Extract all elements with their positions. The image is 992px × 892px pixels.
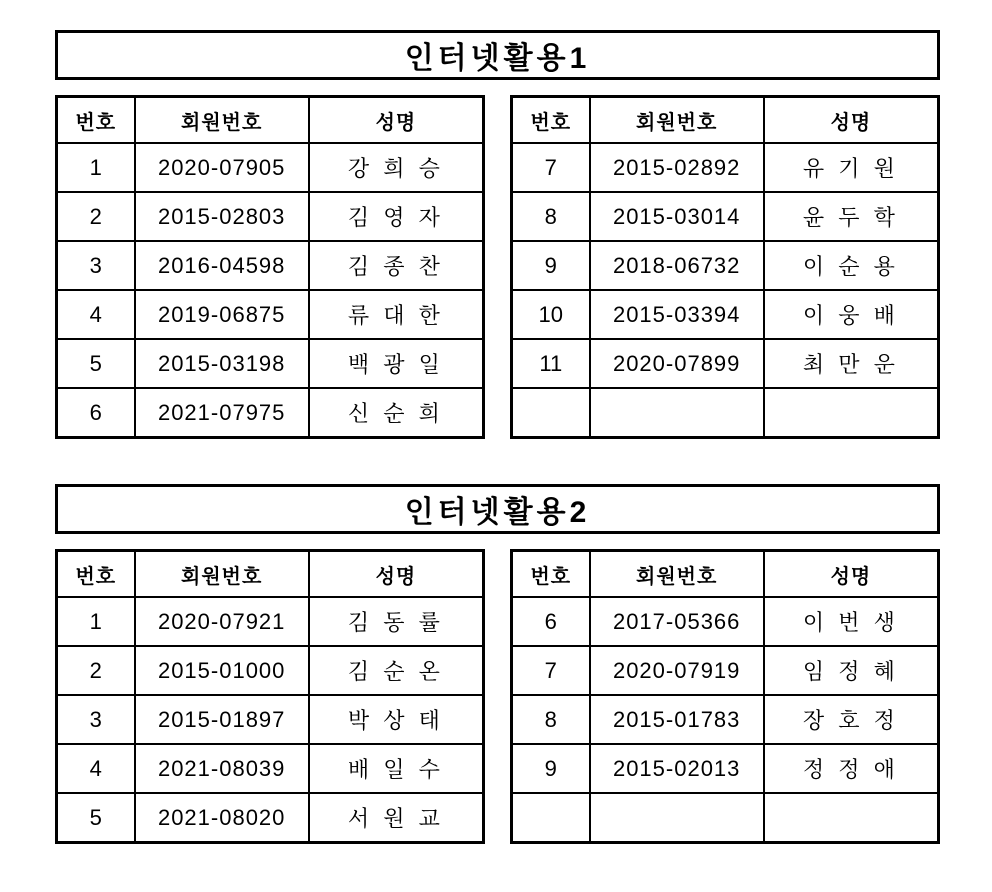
member-name-cell bbox=[764, 793, 939, 843]
member-id-cell: 2015-01897 bbox=[135, 695, 309, 744]
table-row bbox=[57, 143, 484, 192]
member-id-cell: 2017-05366 bbox=[590, 597, 764, 646]
member-id-cell: 2015-03198 bbox=[135, 339, 309, 388]
member-name-cell: 장 호 정 bbox=[764, 695, 939, 744]
table-row bbox=[512, 143, 939, 192]
row-number-cell: 4 bbox=[57, 744, 135, 793]
header-row bbox=[512, 551, 939, 598]
member-name-cell bbox=[764, 388, 939, 438]
table-row bbox=[512, 597, 939, 646]
table-row bbox=[512, 695, 939, 744]
member-id-cell bbox=[590, 388, 764, 438]
member-name-cell: 김 동 률 bbox=[309, 597, 484, 646]
member-name-cell: 박 상 태 bbox=[309, 695, 484, 744]
row-number-cell: 5 bbox=[57, 339, 135, 388]
member-name-cell: 유 기 원 bbox=[764, 143, 939, 192]
member-id-cell: 2021-08039 bbox=[135, 744, 309, 793]
column-header: 성명 bbox=[309, 551, 484, 598]
table-row bbox=[512, 290, 939, 339]
row-number-cell: 1 bbox=[57, 143, 135, 192]
row-number-cell bbox=[512, 793, 590, 843]
header-row bbox=[57, 97, 484, 144]
header-row bbox=[512, 97, 939, 144]
row-number-cell: 5 bbox=[57, 793, 135, 843]
table-row bbox=[57, 793, 484, 843]
member-id-cell: 2015-02803 bbox=[135, 192, 309, 241]
table-row bbox=[512, 793, 939, 843]
table-row bbox=[57, 290, 484, 339]
member-id-cell: 2020-07899 bbox=[590, 339, 764, 388]
table-row bbox=[57, 241, 484, 290]
member-name-cell: 이 웅 배 bbox=[764, 290, 939, 339]
column-header: 회원번호 bbox=[590, 551, 764, 598]
member-id-cell: 2015-02892 bbox=[590, 143, 764, 192]
row-number-cell: 1 bbox=[57, 597, 135, 646]
table-row bbox=[57, 646, 484, 695]
member-id-cell: 2018-06732 bbox=[590, 241, 764, 290]
section-title-box bbox=[55, 30, 940, 80]
member-id-cell: 2015-02013 bbox=[590, 744, 764, 793]
column-header: 성명 bbox=[764, 97, 939, 144]
member-name-cell: 윤 두 학 bbox=[764, 192, 939, 241]
member-name-cell: 백 광 일 bbox=[309, 339, 484, 388]
table-row bbox=[512, 241, 939, 290]
tables-row bbox=[55, 95, 940, 439]
row-number-cell: 4 bbox=[57, 290, 135, 339]
member-id-cell: 2021-07975 bbox=[135, 388, 309, 438]
row-number-cell: 7 bbox=[512, 143, 590, 192]
member-name-cell: 배 일 수 bbox=[309, 744, 484, 793]
row-number-cell: 10 bbox=[512, 290, 590, 339]
column-header: 회원번호 bbox=[590, 97, 764, 144]
table-row bbox=[57, 597, 484, 646]
member-name-cell: 강 희 승 bbox=[309, 143, 484, 192]
member-id-cell: 2020-07919 bbox=[590, 646, 764, 695]
member-name-cell: 신 순 희 bbox=[309, 388, 484, 438]
section-internet-usage-1 bbox=[55, 30, 940, 439]
table-row bbox=[57, 388, 484, 438]
header-row bbox=[57, 551, 484, 598]
section-title-box bbox=[55, 484, 940, 534]
member-id-cell: 2021-08020 bbox=[135, 793, 309, 843]
table-row bbox=[57, 695, 484, 744]
table-row bbox=[512, 339, 939, 388]
member-name-cell: 김 영 자 bbox=[309, 192, 484, 241]
column-header: 회원번호 bbox=[135, 97, 309, 144]
member-table-right bbox=[510, 95, 940, 439]
member-id-cell: 2015-01000 bbox=[135, 646, 309, 695]
member-name-cell: 정 정 애 bbox=[764, 744, 939, 793]
table-row bbox=[512, 744, 939, 793]
row-number-cell: 9 bbox=[512, 241, 590, 290]
row-number-cell: 3 bbox=[57, 695, 135, 744]
member-name-cell: 류 대 한 bbox=[309, 290, 484, 339]
table-row bbox=[57, 744, 484, 793]
column-header: 번호 bbox=[512, 97, 590, 144]
member-name-cell: 서 원 교 bbox=[309, 793, 484, 843]
table-row bbox=[512, 646, 939, 695]
member-id-cell: 2015-01783 bbox=[590, 695, 764, 744]
row-number-cell bbox=[512, 388, 590, 438]
row-number-cell: 2 bbox=[57, 192, 135, 241]
member-name-cell: 최 만 운 bbox=[764, 339, 939, 388]
row-number-cell: 11 bbox=[512, 339, 590, 388]
column-header: 번호 bbox=[57, 97, 135, 144]
member-id-cell: 2020-07921 bbox=[135, 597, 309, 646]
table-row bbox=[57, 192, 484, 241]
section-title: 인터넷활용1 bbox=[404, 42, 591, 75]
member-table-right bbox=[510, 549, 940, 844]
column-header: 성명 bbox=[764, 551, 939, 598]
member-id-cell: 2020-07905 bbox=[135, 143, 309, 192]
table-row bbox=[57, 339, 484, 388]
member-name-cell: 김 종 찬 bbox=[309, 241, 484, 290]
column-header: 회원번호 bbox=[135, 551, 309, 598]
row-number-cell: 9 bbox=[512, 744, 590, 793]
row-number-cell: 2 bbox=[57, 646, 135, 695]
member-name-cell: 이 번 생 bbox=[764, 597, 939, 646]
row-number-cell: 7 bbox=[512, 646, 590, 695]
section-internet-usage-2 bbox=[55, 484, 940, 844]
row-number-cell: 8 bbox=[512, 695, 590, 744]
column-header: 번호 bbox=[512, 551, 590, 598]
member-table-left bbox=[55, 549, 485, 844]
row-number-cell: 6 bbox=[512, 597, 590, 646]
section-title: 인터넷활용2 bbox=[404, 496, 591, 529]
member-id-cell: 2019-06875 bbox=[135, 290, 309, 339]
member-id-cell: 2016-04598 bbox=[135, 241, 309, 290]
tables-row bbox=[55, 549, 940, 844]
row-number-cell: 3 bbox=[57, 241, 135, 290]
member-name-cell: 이 순 용 bbox=[764, 241, 939, 290]
column-header: 번호 bbox=[57, 551, 135, 598]
row-number-cell: 6 bbox=[57, 388, 135, 438]
member-table-left bbox=[55, 95, 485, 439]
member-id-cell: 2015-03014 bbox=[590, 192, 764, 241]
member-name-cell: 김 순 온 bbox=[309, 646, 484, 695]
member-id-cell: 2015-03394 bbox=[590, 290, 764, 339]
member-name-cell: 임 정 혜 bbox=[764, 646, 939, 695]
row-number-cell: 8 bbox=[512, 192, 590, 241]
member-id-cell bbox=[590, 793, 764, 843]
table-row bbox=[512, 388, 939, 438]
column-header: 성명 bbox=[309, 97, 484, 144]
table-row bbox=[512, 192, 939, 241]
